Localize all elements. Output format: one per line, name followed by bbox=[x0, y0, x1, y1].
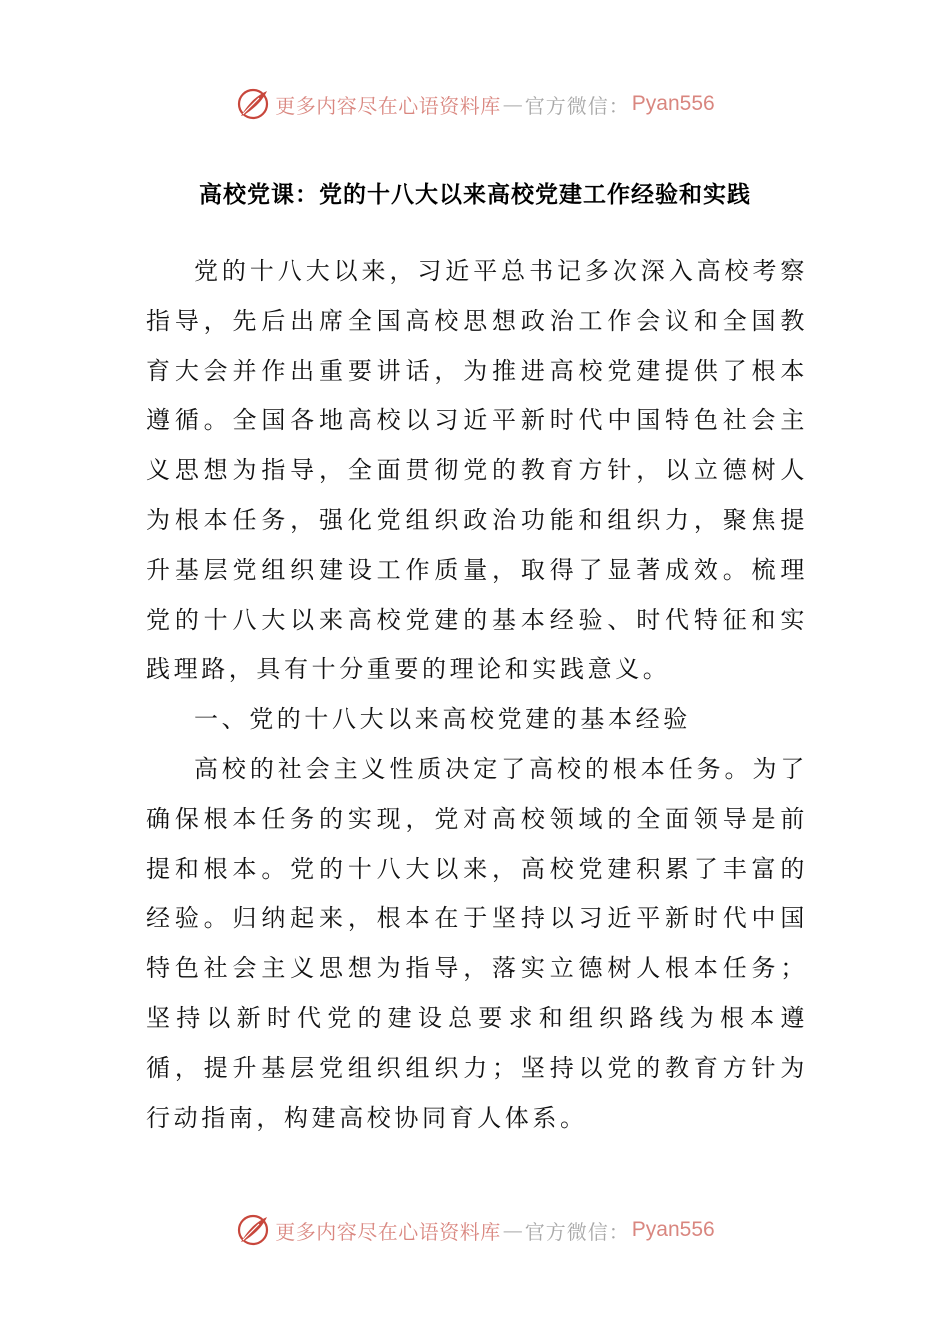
paragraph-intro: 党的十八大以来，习近平总书记多次深入高校考察指导，先后出席全国高校思想政治工作会议和全国教育大会并作出重要讲话，为推进高校党建提供了根本遵循。全国各地高校以习近平新时代中国特色社会主义思想为指导，全面贯彻党的教育方针，以立德树人为根本任务，强化党组织政治功能和组织力，聚焦提升基层党组织建设工作质量，取得了显著成效。梳理党的十八大以来高校党建的基本经验、时代特征和实践理路，具有十分重要的理论和实践意义。 bbox=[146, 257, 808, 684]
header-banner bbox=[0, 84, 950, 124]
document-body bbox=[146, 247, 808, 1143]
quill-logo-icon bbox=[235, 1212, 271, 1248]
section-heading: 一、党的十八大以来高校党建的基本经验 bbox=[194, 705, 691, 734]
banner-separator: — bbox=[502, 92, 523, 116]
banner-wechat-id: Pyan556 bbox=[631, 92, 715, 115]
banner-wechat-label: 官方微信： bbox=[524, 1219, 630, 1244]
document-title: 高校党课：党的十八大以来高校党建工作经验和实践 bbox=[199, 182, 751, 208]
quill-logo-icon bbox=[235, 86, 271, 122]
paragraph-section-one: 高校的社会主义性质决定了高校的根本任务。为了确保根本任务的实现，党对高校领域的全面领导是前提和根本。党的十八大以来，高校党建积累了丰富的经验。归纳起来，根本在于坚持以习近平新时代中国特色社会主义思想为指导，落实立德树人根本任务；坚持以新时代党的建设总要求和组织路线为根本遵循，提升基层党组织组织力；坚持以党的教育方针为行动指南，构建高校协同育人体系。 bbox=[146, 754, 808, 1132]
banner-slogan: 更多内容尽在心语资料库 bbox=[275, 93, 501, 118]
banner-wechat-label: 官方微信： bbox=[524, 93, 630, 118]
banner-slogan: 更多内容尽在心语资料库 bbox=[275, 1219, 501, 1244]
banner-wechat-id: Pyan556 bbox=[631, 1218, 715, 1241]
banner-separator: — bbox=[502, 1218, 523, 1242]
footer-banner bbox=[0, 1210, 950, 1250]
